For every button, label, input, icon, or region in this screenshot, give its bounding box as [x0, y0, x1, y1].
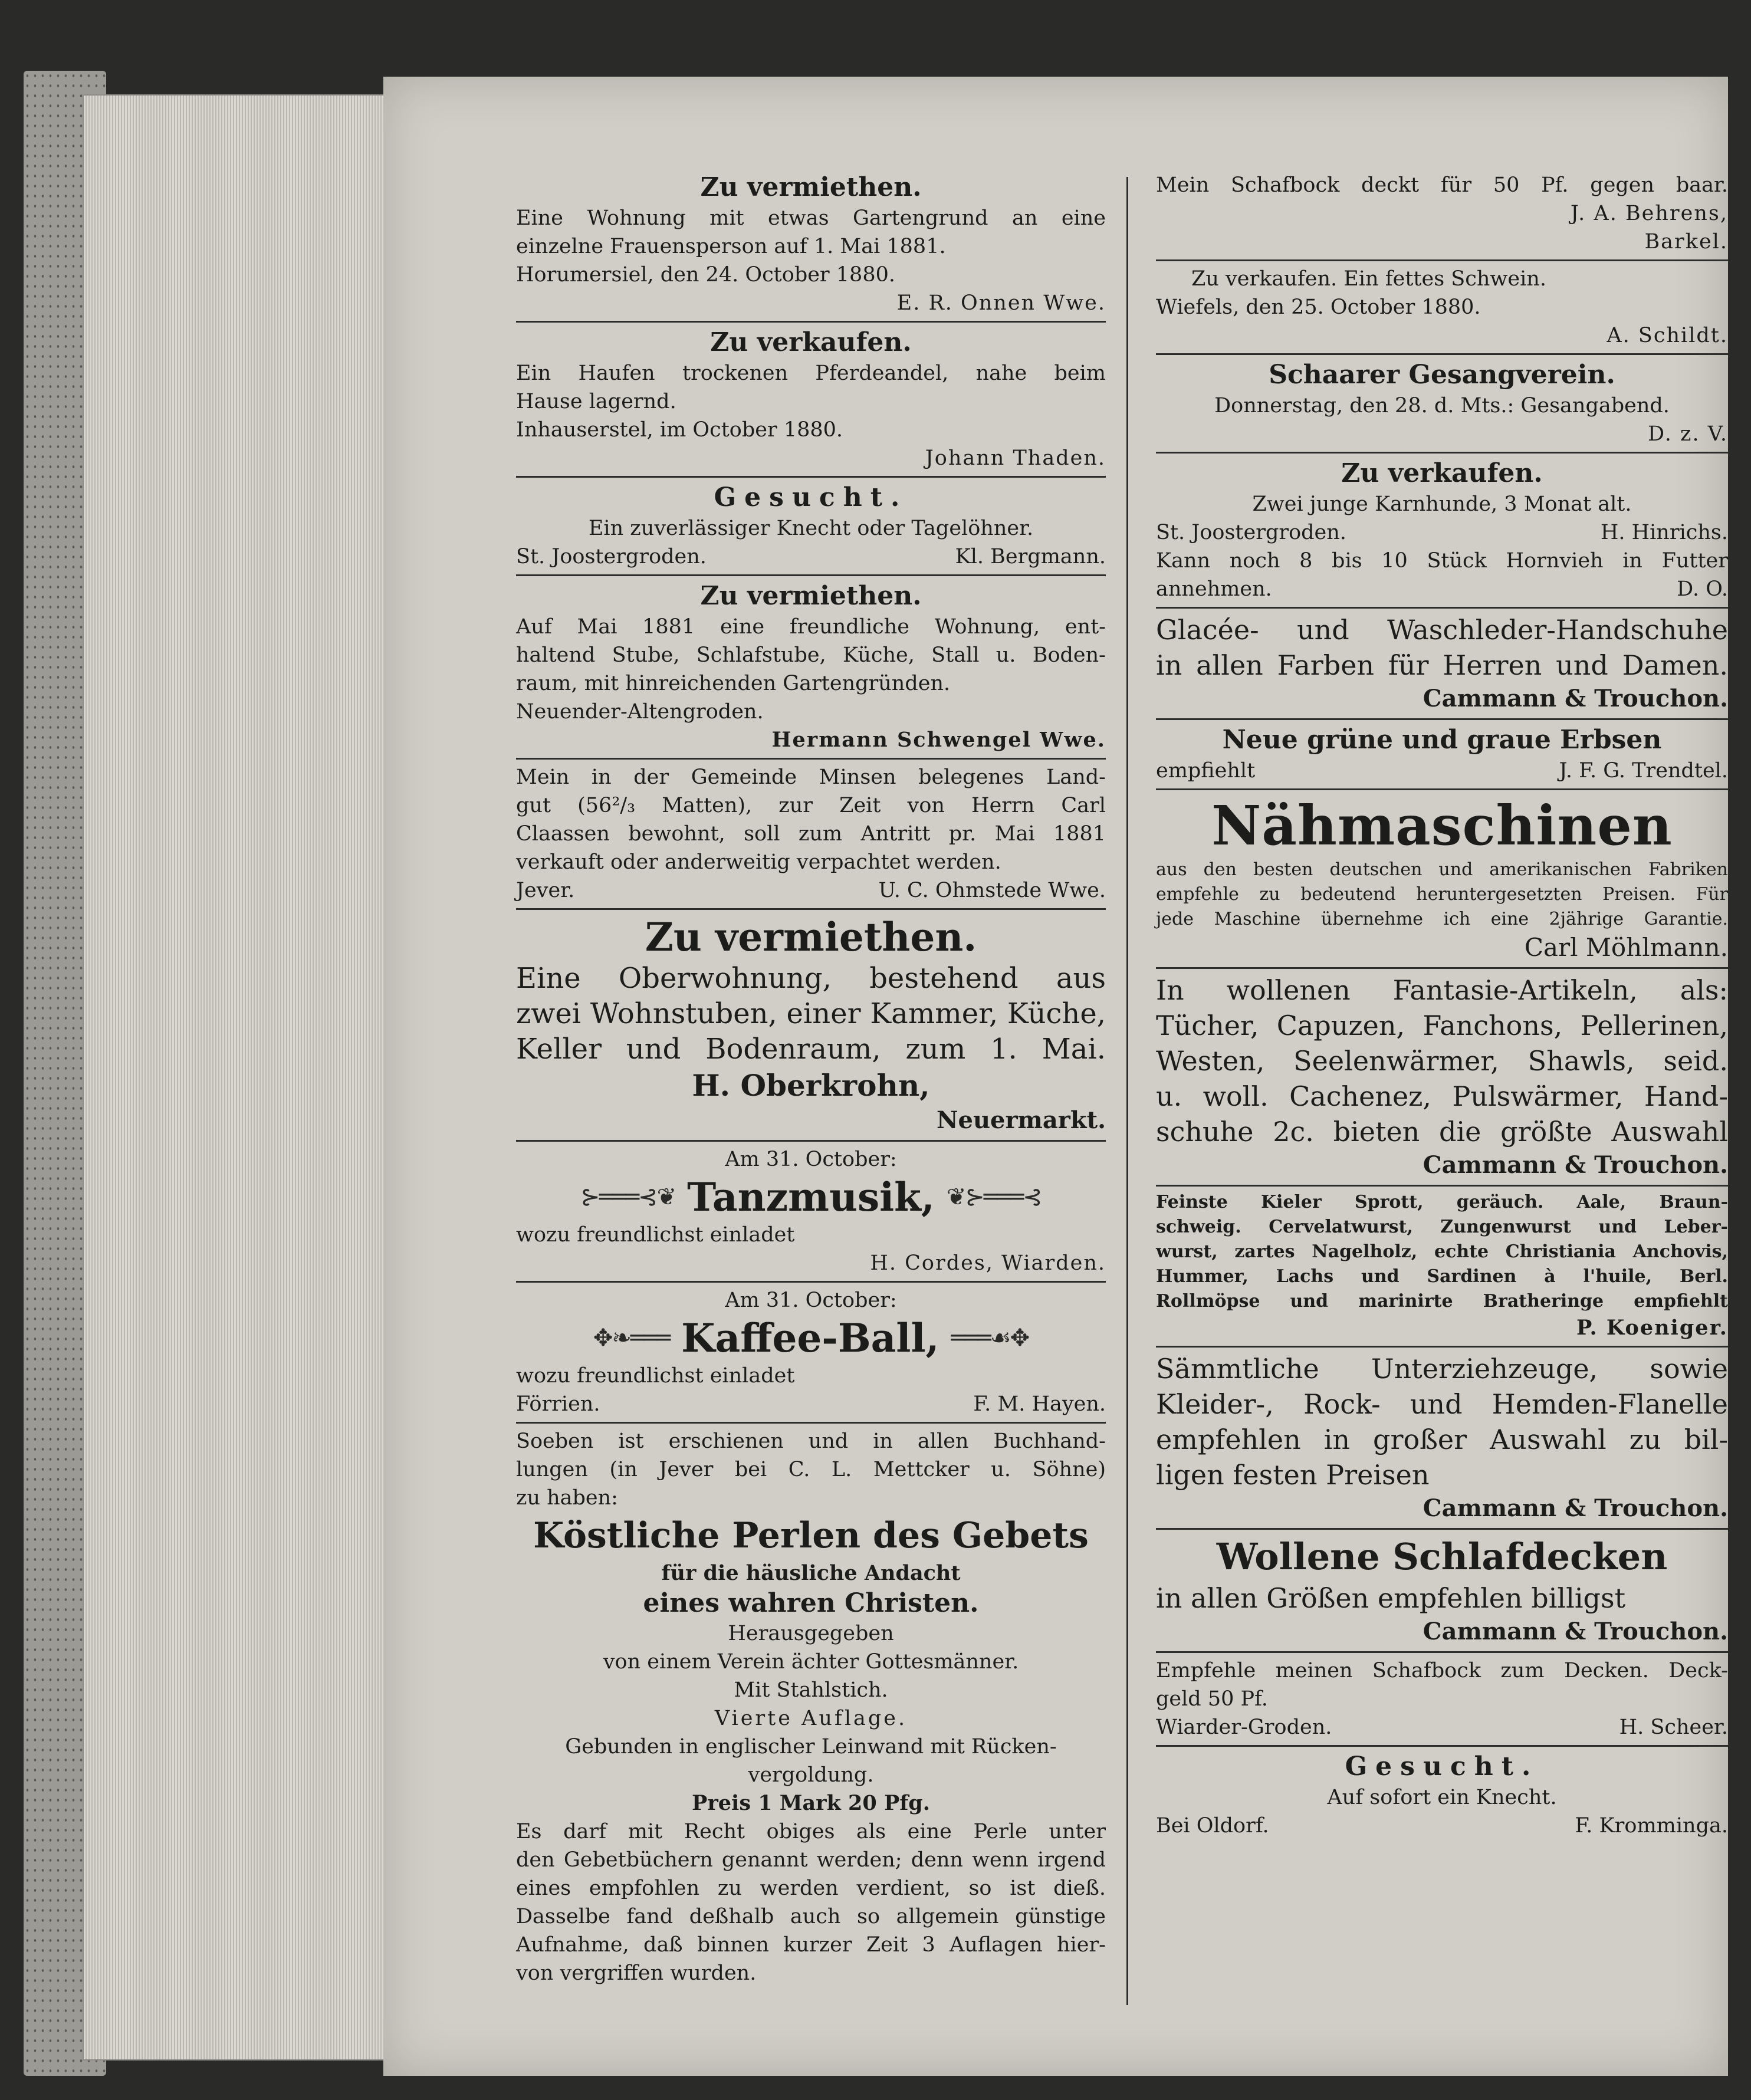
- newspaper-page: [383, 77, 1728, 2076]
- ad-line: Empfehle meinen Schafbock zum Decken. Deck-: [1156, 1659, 1728, 1682]
- ad-oberwohnung: [516, 913, 1106, 1136]
- ad-line: Eine Wohnung mit etwas Gartengrund an eine: [516, 206, 1106, 230]
- ad-subtitle: Vierte Auflage.: [714, 1707, 908, 1730]
- ad-line: Eine Oberwohnung, bestehend aus: [516, 962, 1106, 995]
- ad-tanzmusik: [516, 1145, 1106, 1277]
- ad-place: Bei Oldorf.: [1156, 1814, 1269, 1838]
- ornament-left-icon: ⊱═══⊰❦: [580, 1184, 676, 1211]
- ad-invite: wozu freundlichst einladet: [516, 1364, 795, 1388]
- ad-date: Am 31. October:: [725, 1289, 897, 1312]
- ad-divider: [1156, 788, 1728, 790]
- ad-divider: [516, 1422, 1106, 1424]
- ad-signature: A. Schildt.: [1607, 324, 1728, 347]
- ad-signature: Carl Möhlmann.: [1524, 933, 1728, 962]
- ad-line: schweig. Cervelatwurst, Zungenwurst und Leber-: [1156, 1217, 1728, 1237]
- ad-heading: Gesucht.: [714, 482, 908, 512]
- ad-line: empfehlen in großer Auswahl zu bil-: [1156, 1424, 1728, 1455]
- ad-signature: J. A. Behrens,: [1570, 202, 1728, 225]
- ad-line: eines empfohlen zu werden verdient, so ist dieß.: [516, 1876, 1106, 1900]
- ad-line: Aufnahme, daß binnen kurzer Zeit 3 Auflagen hier-: [516, 1933, 1106, 1957]
- ad-line: In wollenen Fantasie-Artikeln, als:: [1156, 974, 1728, 1006]
- ad-heading: Gesucht.: [1345, 1751, 1539, 1782]
- ad-line: Zwei junge Karnhunde, 3 Monat alt.: [1252, 492, 1632, 516]
- ad-heading: Neue grüne und graue Erbsen: [1222, 725, 1662, 755]
- ad-subtitle: Herausgegeben: [728, 1622, 894, 1645]
- ad-kaffee-ball: [516, 1286, 1106, 1418]
- ad-divider: [1156, 607, 1728, 609]
- ad-heading: Zu vermiethen.: [645, 914, 977, 960]
- ad-line: Soeben ist erschienen und in allen Buchhand-: [516, 1429, 1106, 1453]
- ad-line: Feinste Kieler Sprott, geräuch. Aale, Braun-: [1156, 1192, 1728, 1212]
- ad-signature: P. Koeniger.: [1576, 1316, 1728, 1340]
- ad-line: Donnerstag, den 28. d. Mts.: Gesangabend.: [1214, 394, 1670, 418]
- ad-line: Tücher, Capuzen, Fanchons, Pellerinen,: [1156, 1010, 1728, 1041]
- ad-subtitle: Mit Stahlstich.: [734, 1678, 888, 1702]
- ad-line: Claassen bewohnt, soll zum Antritt pr. Mai 1881: [516, 822, 1106, 846]
- column-divider: [1126, 177, 1128, 2005]
- ad-place: St. Joostergroden.: [1156, 521, 1346, 544]
- ad-erbsen: [1156, 724, 1728, 785]
- ad-zu-vermiethen-2: [516, 580, 1106, 754]
- ad-line: in allen Größen empfehlen billigst: [1156, 1582, 1626, 1614]
- ad-line: Hummer, Lachs und Sardinen à l'huile, Berl.: [1156, 1266, 1728, 1287]
- ad-line: empfiehlt: [1156, 759, 1256, 783]
- ad-signature: Cammann & Trouchon.: [1423, 1618, 1728, 1645]
- ad-line: ligen festen Preisen: [1156, 1459, 1430, 1491]
- ad-row: [1156, 575, 1728, 603]
- right-column: [1156, 171, 1728, 1840]
- ad-subtitle: für die häusliche Andacht: [661, 1561, 961, 1585]
- ad-title: Nähmaschinen: [1211, 794, 1673, 857]
- ad-line: annehmen.: [1156, 577, 1272, 601]
- ad-line: verkauft oder anderweitig verpachtet werden.: [516, 850, 1001, 874]
- left-column: [516, 171, 1106, 1987]
- ad-schwein: [1156, 265, 1728, 350]
- ad-place: Förrien.: [516, 1392, 600, 1416]
- ad-unterziehzeuge: [1156, 1351, 1728, 1524]
- ad-line: schuhe 2c. bieten die größte Auswahl: [1156, 1116, 1728, 1148]
- ad-signature: H. Scheer.: [1619, 1716, 1728, 1739]
- ad-row: [1156, 757, 1728, 785]
- ad-heading: Schaarer Gesangverein.: [1269, 360, 1615, 390]
- ad-karnhunde: [1156, 457, 1728, 603]
- ad-signature: H. Cordes, Wiarden.: [870, 1251, 1106, 1275]
- ad-row: [1156, 518, 1728, 547]
- ad-place: St. Joostergroden.: [516, 545, 707, 568]
- ad-date: Am 31. October:: [725, 1148, 897, 1171]
- ad-row: [516, 1390, 1106, 1418]
- ad-signature: Hermann Schwengel Wwe.: [771, 728, 1106, 752]
- ad-line: Wiefels, den 25. October 1880.: [1156, 295, 1481, 319]
- ad-line: raum, mit hinreichenden Gartengründen.: [516, 672, 951, 695]
- ad-gesucht-2: [1156, 1750, 1728, 1840]
- ad-row: [516, 876, 1106, 905]
- ad-gesangverein: [1156, 359, 1728, 448]
- ad-invite: wozu freundlichst einladet: [516, 1223, 795, 1247]
- ad-divider: [1156, 1346, 1728, 1348]
- ad-divider: [516, 908, 1106, 910]
- ad-divider: [1156, 1651, 1728, 1653]
- ad-line: Rollmöpse und marinirte Bratheringe empfiehlt: [1156, 1291, 1728, 1312]
- ad-signature: D. O.: [1677, 577, 1728, 601]
- ad-divider: [1156, 718, 1728, 720]
- ad-divider: [1156, 1185, 1728, 1187]
- ad-title: Kaffee-Ball,: [681, 1315, 939, 1361]
- ad-divider: [516, 1281, 1106, 1283]
- ad-line: von vergriffen wurden.: [516, 1961, 757, 1985]
- ad-line: u. woll. Cachenez, Pulswärmer, Hand-: [1156, 1080, 1728, 1112]
- ad-line: Zu verkaufen. Ein fettes Schwein.: [1191, 267, 1546, 291]
- ad-place: Jever.: [516, 879, 575, 902]
- ad-line: den Gebetbüchern genannt werden; denn wenn irgend: [516, 1848, 1106, 1872]
- ad-line: haltend Stube, Schlafstube, Küche, Stall u. Boden-: [516, 643, 1106, 667]
- ad-line: Inhauserstel, im October 1880.: [516, 418, 843, 442]
- ad-line: Keller und Bodenraum, zum 1. Mai.: [516, 1033, 1106, 1066]
- ad-heading: Zu vermiethen.: [700, 172, 922, 202]
- ad-price: Preis 1 Mark 20 Pfg.: [692, 1791, 930, 1815]
- ornament-right-icon: ═══☙✥: [951, 1325, 1029, 1352]
- ad-signature: Cammann & Trouchon.: [1423, 1494, 1728, 1522]
- ad-line: Ein zuverlässiger Knecht oder Tagelöhner.: [588, 517, 1034, 540]
- ad-line: jede Maschine übernehme ich eine 2jährige Garantie.: [1156, 909, 1728, 929]
- ornament-right-icon: ❦⊱═══⊰: [946, 1184, 1042, 1211]
- ad-line: zwei Wohnstuben, einer Kammer, Küche,: [516, 997, 1106, 1030]
- ad-signature: D. z. V.: [1647, 422, 1728, 446]
- ad-line: Es darf mit Recht obiges als eine Perle unter: [516, 1820, 1106, 1843]
- ad-row: [516, 543, 1106, 571]
- ad-row: [1156, 1713, 1728, 1741]
- ad-signature: Cammann & Trouchon.: [1423, 1151, 1728, 1179]
- ad-subtitle: Gebunden in englischer Leinwand mit Rücken-: [565, 1735, 1057, 1759]
- ornament-left-icon: ✥❧═══: [593, 1325, 670, 1352]
- ad-signature: Johann Thaden.: [925, 446, 1106, 470]
- ad-line: Ein Haufen trockenen Pferdeandel, nahe beim: [516, 361, 1106, 385]
- ad-line: in allen Farben für Herren und Damen.: [1156, 649, 1728, 681]
- ad-divider: [1156, 967, 1728, 969]
- ad-signature: F. Kromminga.: [1575, 1814, 1728, 1838]
- ad-title: Wollene Schlafdecken: [1216, 1535, 1668, 1578]
- ad-line: empfehle zu bedeutend heruntergesetzten Preisen. Für: [1156, 884, 1728, 905]
- ad-line: Neuender-Altengroden.: [516, 700, 764, 724]
- ad-line: Sämmtliche Unterziehzeuge, sowie: [1156, 1353, 1728, 1385]
- ad-line: Kleider-, Rock- und Hemden-Flanelle: [1156, 1388, 1728, 1420]
- ad-gesucht-1: [516, 481, 1106, 571]
- ad-line: Glacée- und Waschleder-Handschuhe: [1156, 614, 1728, 646]
- ad-divider: [1156, 452, 1728, 453]
- ad-line: Horumersiel, den 24. October 1880.: [516, 263, 895, 287]
- ad-line: lungen (in Jever bei C. L. Mettcker u. Söhne): [516, 1458, 1106, 1481]
- ad-heading: Zu vermiethen.: [700, 581, 922, 611]
- ad-title-row: [516, 1174, 1106, 1221]
- ad-line: Hause lagernd.: [516, 390, 676, 413]
- ad-signature: Kl. Bergmann.: [955, 545, 1106, 568]
- ad-schafbock-behrens: [1156, 171, 1728, 256]
- ad-signature: H. Oberkrohn,: [692, 1068, 930, 1103]
- ad-line: Kann noch 8 bis 10 Stück Hornvieh in Futter: [1156, 549, 1728, 573]
- ad-line: einzelne Frauensperson auf 1. Mai 1881.: [516, 235, 946, 258]
- ad-divider: [1156, 353, 1728, 355]
- ad-divider: [516, 758, 1106, 760]
- ad-divider: [516, 321, 1106, 323]
- ad-signature: E. R. Onnen Wwe.: [896, 291, 1106, 315]
- ad-row: [1156, 1812, 1728, 1840]
- ad-koeniger-delikatessen: [1156, 1190, 1728, 1342]
- ad-line: Westen, Seelenwärmer, Shawls, seid.: [1156, 1045, 1728, 1077]
- ad-zu-vermiethen-1: [516, 171, 1106, 317]
- ad-title: Köstliche Perlen des Gebets: [533, 1515, 1089, 1556]
- ad-signature-place: Barkel.: [1644, 230, 1728, 254]
- ad-signature: J. F. G. Trendtel.: [1559, 759, 1728, 783]
- ad-divider: [1156, 1528, 1728, 1530]
- ad-line: geld 50 Pf.: [1156, 1687, 1268, 1711]
- ad-line: aus den besten deutschen und amerikanischen Fabriken: [1156, 859, 1728, 880]
- ad-title-row: [516, 1314, 1106, 1362]
- ad-heading: Zu verkaufen.: [710, 327, 912, 357]
- ad-line: Auf Mai 1881 eine freundliche Wohnung, ent-: [516, 615, 1106, 639]
- ad-zu-verkaufen-1: [516, 326, 1106, 472]
- ad-signature: F. M. Hayen.: [973, 1392, 1106, 1416]
- ad-landgut: [516, 763, 1106, 905]
- ad-divider: [516, 1140, 1106, 1142]
- ad-perlen-des-gebets: [516, 1427, 1106, 1987]
- ad-signature-place: Neuermarkt.: [936, 1106, 1106, 1134]
- ad-signature: Cammann & Trouchon.: [1423, 685, 1728, 712]
- ad-line: wurst, zartes Nagelholz, echte Christiania Anchovis,: [1156, 1241, 1728, 1262]
- ad-place: Wiarder-Groden.: [1156, 1716, 1332, 1739]
- ad-divider: [1156, 1745, 1728, 1747]
- ad-subtitle: eines wahren Christen.: [643, 1588, 979, 1618]
- ad-line: Mein Schafbock deckt für 50 Pf. gegen baar.: [1156, 173, 1728, 197]
- ad-schafbock-scheer: [1156, 1657, 1728, 1741]
- ad-line: zu haben:: [516, 1486, 618, 1510]
- ad-line: Auf sofort ein Knecht.: [1327, 1786, 1557, 1809]
- ad-line: gut (56²/₃ Matten), zur Zeit von Herrn Carl: [516, 794, 1106, 817]
- ad-subtitle: vergoldung.: [748, 1763, 874, 1787]
- ad-line: Mein in der Gemeinde Minsen belegenes Land-: [516, 765, 1106, 789]
- ad-divider: [516, 476, 1106, 478]
- ad-fantasie-artikel: [1156, 972, 1728, 1181]
- ad-signature: U. C. Ohmstede Wwe.: [878, 879, 1106, 902]
- ad-line: Dasselbe fand deßhalb auch so allgemein günstige: [516, 1905, 1106, 1928]
- ad-divider: [1156, 259, 1728, 261]
- ad-divider: [516, 574, 1106, 576]
- ad-schlafdecken: [1156, 1533, 1728, 1648]
- ad-handschuhe: [1156, 612, 1728, 715]
- ad-title: Tanzmusik,: [687, 1174, 935, 1220]
- ad-heading: Zu verkaufen.: [1341, 458, 1543, 488]
- book-page-edges: [83, 94, 386, 2060]
- ad-subtitle: von einem Verein ächter Gottesmänner.: [603, 1650, 1019, 1674]
- ad-naehmaschinen: [1156, 794, 1728, 964]
- ad-signature: H. Hinrichs.: [1600, 521, 1728, 544]
